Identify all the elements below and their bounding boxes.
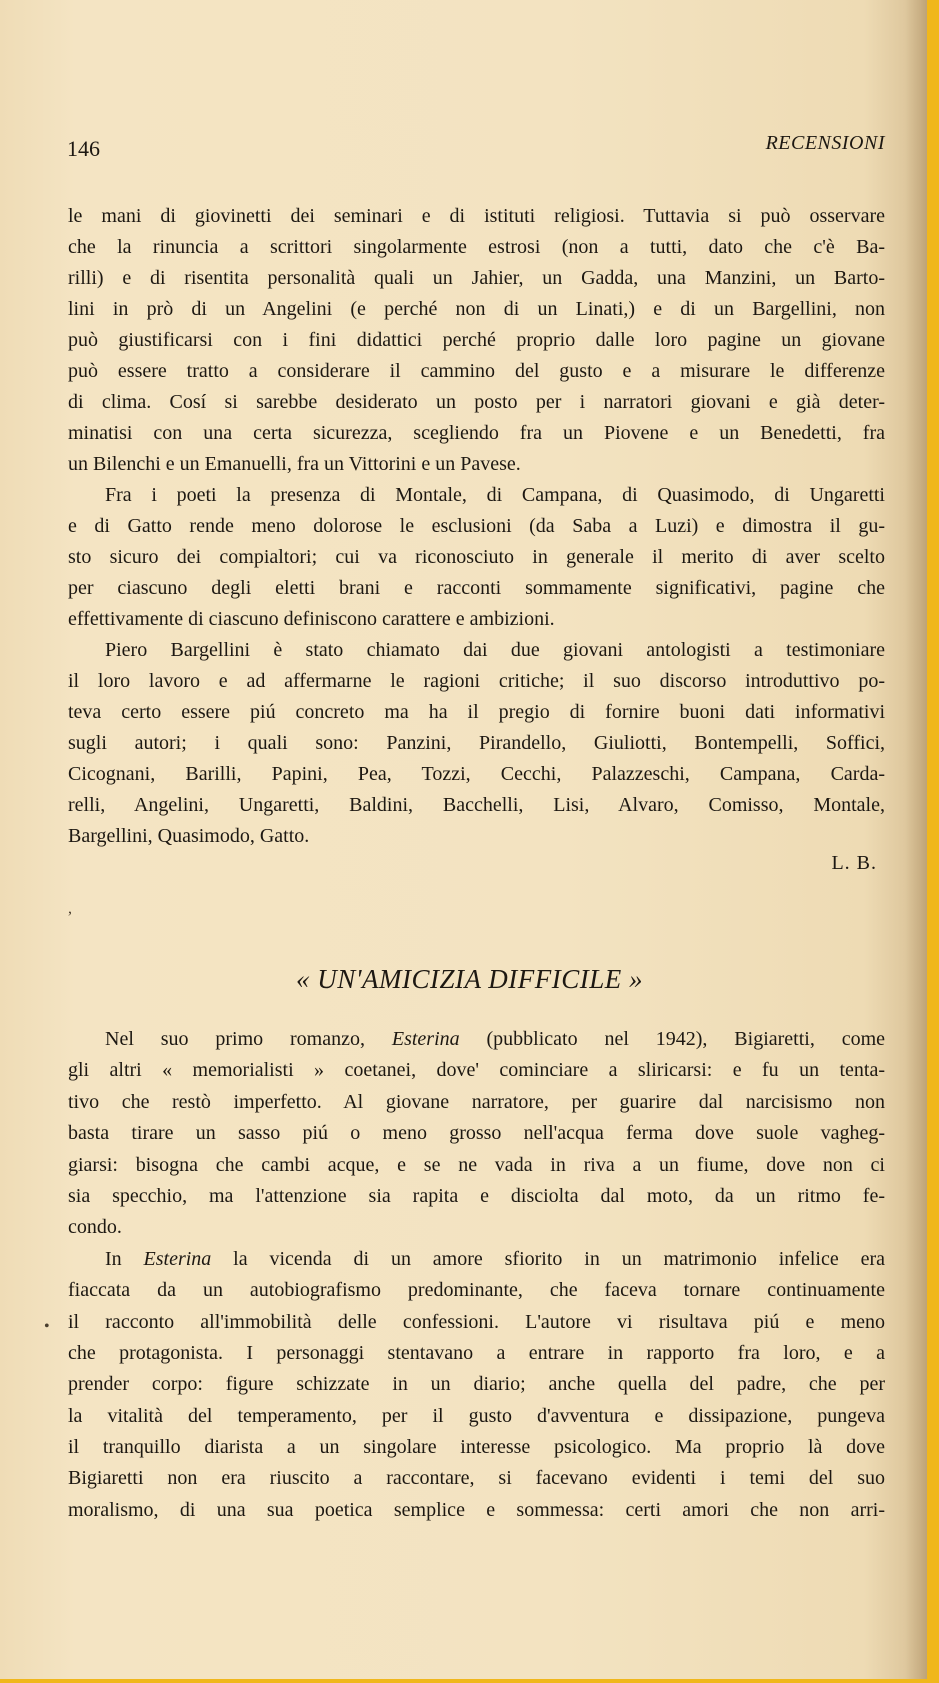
text-span: Fra i poeti la presenza di Montale, di Campana, di Quasimodo, di Ungaretti (105, 484, 885, 506)
text-line (68, 325, 885, 356)
text-span: il racconto all'immobilità delle confessioni. L'autore vi risultava piú e meno (68, 1310, 885, 1333)
text-span: effettivamente di ciascuno definiscono carattere e ambizioni. (68, 608, 555, 630)
text-line (68, 759, 885, 790)
text-span: gli altri « memorialisti » coetanei, dove' cominciare a sliricarsi: e fu un tenta- (68, 1059, 885, 1082)
text-span: sto sicuro dei compialtori; cui va riconosciuto in generale il merito di aver scelto (68, 546, 885, 568)
text-line (68, 697, 885, 728)
text-span: il loro lavoro e ad affermarne le ragioni critiche; il suo discorso introduttivo po- (68, 670, 885, 692)
review-signature: L. B. (831, 852, 877, 874)
text-span: In (105, 1247, 144, 1270)
text-line (68, 1244, 885, 1275)
text-span: basta tirare un sasso piú o meno grosso nell'acqua ferma dove suole vagheg- (68, 1122, 885, 1145)
running-head: RECENSIONI (765, 132, 885, 154)
text-span: Piero Bargellini è stato chiamato dai due giovani antologisti a testimoniare (105, 639, 885, 661)
scan-border-bottom (0, 1679, 939, 1683)
text-span: Bargellini, Quasimodo, Gatto. (68, 825, 310, 847)
text-line (68, 356, 885, 387)
text-span: prender corpo: figure schizzate in un diario; anche quella del padre, che per (68, 1373, 885, 1396)
text-span: il tranquillo diarista a un singolare interesse psicologico. Ma proprio là dove (68, 1436, 885, 1459)
text-span: può essere tratto a considerare il cammino del gusto e a misurare le differenze (68, 360, 885, 382)
text-span: la vitalità del temperamento, per il gusto d'avventura e dissipazione, pungeva (68, 1404, 885, 1427)
text-line (68, 480, 885, 511)
text-span: teva certo essere piú concreto ma ha il pregio di fornire buoni dati informativi (68, 701, 885, 723)
review-2-body (68, 1024, 885, 1526)
text-span: moralismo, di una sua poetica semplice e sommessa: certi amori che non arri- (68, 1498, 885, 1521)
text-line (68, 1087, 885, 1118)
italic-book-title: Esterina (391, 1028, 460, 1050)
text-span: Nel suo primo romanzo, (105, 1028, 392, 1050)
italic-book-title: Esterina (143, 1247, 212, 1270)
scan-border-right (927, 0, 939, 1683)
text-span: di clima. Cosí si sarebbe desiderato un posto per i narratori giovani e già deter- (68, 391, 885, 413)
text-line (68, 1275, 885, 1306)
text-line (68, 1463, 885, 1494)
text-span: può giustificarsi con i fini didattici perché proprio dalle loro pagine un giovane (68, 329, 885, 351)
text-line (68, 1432, 885, 1463)
text-line (68, 1024, 885, 1055)
text-span: giarsi: bisogna che cambi acque, e se ne vada in riva a un fiume, dove non ci (68, 1153, 885, 1176)
text-line (68, 1307, 885, 1338)
text-span: Cicognani, Barilli, Papini, Pea, Tozzi, Cecchi, Palazzeschi, Campana, Carda- (68, 763, 885, 785)
text-line (68, 666, 885, 697)
text-span: che la rinuncia a scrittori singolarmente estrosi (non a tutti, dato che c'è Ba- (68, 236, 885, 258)
text-span: che protagonista. I personaggi stentavano a entrare in rapporto fra loro, e a (68, 1341, 885, 1364)
stray-mark: , (68, 900, 72, 917)
text-line (68, 387, 885, 418)
text-line (68, 449, 885, 480)
text-line (68, 201, 885, 232)
text-span: relli, Angelini, Ungaretti, Baldini, Bacchelli, Lisi, Alvaro, Comisso, Montale, (68, 794, 885, 816)
text-line (68, 542, 885, 573)
text-line (68, 1338, 885, 1369)
text-line (68, 573, 885, 604)
text-line (68, 728, 885, 759)
text-span: rilli) e di risentita personalità quali un Jahier, un Gadda, una Manzini, un Barto- (68, 267, 885, 289)
text-span: tivo che restò imperfetto. Al giovane narratore, per guarire dal narcisismo non (68, 1090, 885, 1113)
page-number: 146 (67, 136, 100, 161)
text-line (68, 1118, 885, 1149)
text-line (68, 604, 885, 635)
review-title: « UN'AMICIZIA DIFFICILE » (296, 964, 643, 994)
text-span: un Bilenchi e un Emanuelli, fra un Vittorini e un Pavese. (68, 453, 521, 475)
text-line (68, 232, 885, 263)
page-edge-shadow (905, 0, 927, 1683)
text-line (68, 1212, 885, 1243)
text-span: minatisi con una certa sicurezza, scegliendo fra un Piovene e un Benedetti, fra (68, 422, 885, 444)
text-line (68, 263, 885, 294)
text-line (68, 1369, 885, 1400)
text-line (68, 1401, 885, 1432)
text-line (68, 294, 885, 325)
text-line (68, 1495, 885, 1526)
text-span: le mani di giovinetti dei seminari e di istituti religiosi. Tuttavia si può osservare (68, 205, 885, 227)
text-span: la vicenda di un amore sfiorito in un matrimonio infelice era (211, 1247, 885, 1270)
review-1-body (68, 201, 885, 852)
text-span: condo. (68, 1216, 122, 1239)
text-span: per ciascuno degli eletti brani e racconti sommamente significativi, pagine che (68, 577, 885, 599)
text-span: e di Gatto rende meno dolorose le esclusioni (da Saba a Luzi) e dimostra il gu- (68, 515, 885, 537)
text-line (68, 821, 885, 852)
text-span: lini in prò di un Angelini (e perché non di un Linati,) e di un Bargellini, non (68, 298, 885, 320)
stray-dot: • (44, 1318, 50, 1335)
text-line (68, 1055, 885, 1086)
text-line (68, 1181, 885, 1212)
text-line (68, 511, 885, 542)
text-span: sia specchio, ma l'attenzione sia rapita e disciolta dal moto, da un ritmo fe- (68, 1184, 885, 1207)
text-span: (pubblicato nel 1942), Bigiaretti, come (459, 1028, 885, 1050)
text-line (68, 418, 885, 449)
text-span: sugli autori; i quali sono: Panzini, Pirandello, Giuliotti, Bontempelli, Soffici, (68, 732, 885, 754)
text-span: Bigiaretti non era riuscito a raccontare, si facevano evidenti i temi del suo (68, 1467, 885, 1490)
text-line (68, 790, 885, 821)
text-line (68, 1150, 885, 1181)
text-line (68, 635, 885, 666)
text-span: fiaccata da un autobiografismo predominante, che faceva tornare continuamente (68, 1279, 885, 1302)
